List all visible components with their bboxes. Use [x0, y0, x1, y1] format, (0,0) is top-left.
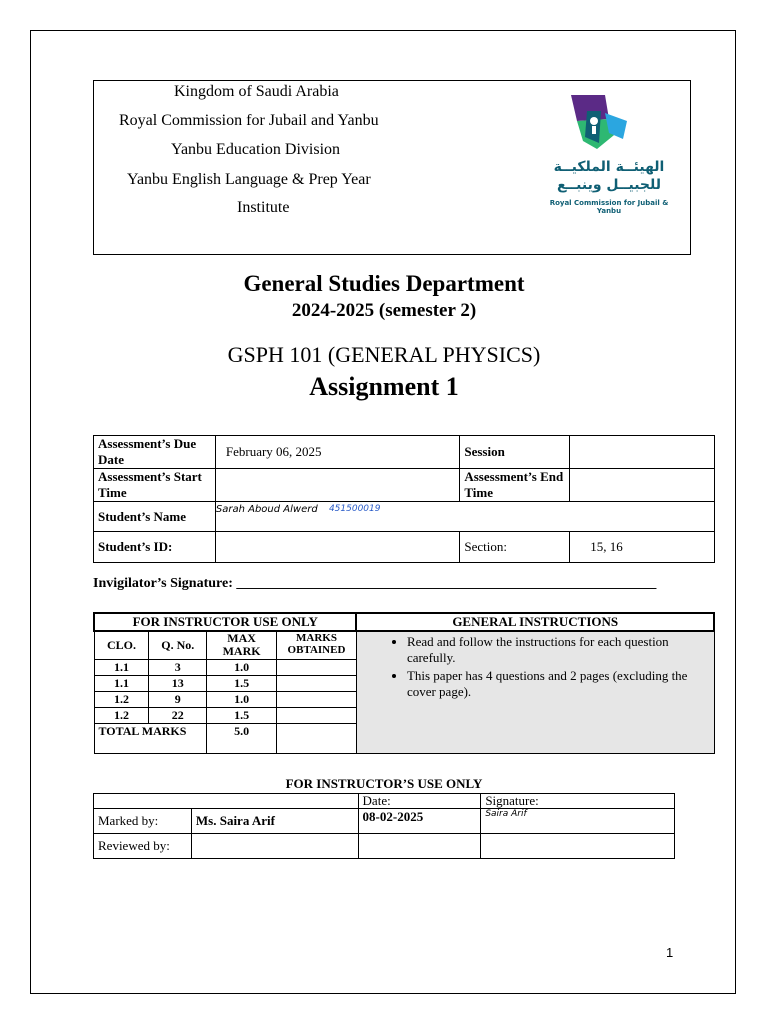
row-obtained [277, 675, 357, 691]
start-time-label: Assessment’s Start Time [94, 469, 216, 502]
row-max-mark: 1.0 [207, 691, 277, 707]
review-signature-label: Signature: [481, 794, 675, 809]
marked-by-name: Ms. Saira Arif [191, 809, 358, 834]
student-id-label: Student’s ID: [94, 532, 216, 563]
header-clo: CLO. [94, 631, 149, 659]
assessment-info-table [93, 435, 715, 563]
instructor-use-table [93, 612, 715, 754]
due-date-value: February 06, 2025 [215, 436, 459, 469]
row-clo: 1.2 [94, 691, 149, 707]
instruction-item: • Read and follow the instructions for each question carefully. [407, 634, 706, 666]
department-title: General Studies Department [243, 271, 525, 296]
student-id-handwritten: 451500019 [328, 504, 381, 514]
row-question: 22 [149, 707, 207, 723]
logo-emblem-icon [539, 91, 679, 161]
instructor-use-title: FOR INSTRUCTOR USE ONLY [94, 613, 356, 631]
review-table [93, 793, 675, 859]
semester-title: 2024-2025 (semester 2) [291, 300, 477, 321]
end-time-value [570, 469, 715, 502]
student-name-handwritten: Sarah Aboud Alwerd [215, 504, 318, 515]
header-line-kingdom: Kingdom of Saudi Arabia [174, 83, 339, 100]
total-marks-obtained [277, 723, 357, 753]
row-clo: 1.1 [94, 659, 149, 675]
reviewed-signature [481, 834, 675, 859]
assignment-title: Assignment 1 [309, 372, 459, 401]
royal-commission-logo [539, 91, 679, 216]
session-label: Session [460, 436, 570, 469]
marked-by-label: Marked by: [94, 809, 192, 834]
general-instructions-title: GENERAL INSTRUCTIONS [356, 613, 714, 631]
header-line-institute-2: Institute [237, 199, 290, 216]
row-question: 3 [149, 659, 207, 675]
total-marks-value: 5.0 [207, 723, 277, 753]
row-max-mark: 1.5 [207, 675, 277, 691]
reviewed-date [358, 834, 481, 859]
logo-arabic-line-2: للجبيــل وينبــع [557, 177, 661, 193]
review-blank [94, 794, 359, 809]
student-name-cell [215, 502, 714, 532]
due-date-label: Assessment’s Due Date [94, 436, 216, 469]
marked-signature: Saira Arif [481, 809, 675, 834]
header-max-mark: MAX MARK [207, 631, 277, 659]
row-question: 9 [149, 691, 207, 707]
section-value: 15, 16 [570, 532, 715, 563]
reviewed-by-name [191, 834, 358, 859]
start-time-value [215, 469, 459, 502]
logo-arabic-line-1: الهيئــة الملكيــة [553, 159, 665, 175]
header-box [93, 80, 691, 255]
general-instructions-cell [356, 631, 714, 753]
marked-date: 08-02-2025 [358, 809, 481, 834]
section-label: Section: [460, 532, 570, 563]
header-line-institute: Yanbu English Language & Prep Year [127, 171, 371, 188]
row-clo: 1.2 [94, 707, 149, 723]
row-obtained [277, 707, 357, 723]
header-line-division: Yanbu Education Division [171, 141, 341, 158]
session-value [570, 436, 715, 469]
instructions-list [383, 634, 706, 700]
header-question-no: Q. No. [149, 631, 207, 659]
student-name-label: Student’s Name [94, 502, 216, 532]
row-clo: 1.1 [94, 675, 149, 691]
reviewed-by-label: Reviewed by: [94, 834, 192, 859]
header-marks-obtained: MARKS OBTAINED [277, 631, 357, 659]
row-max-mark: 1.0 [207, 659, 277, 675]
row-question: 13 [149, 675, 207, 691]
row-obtained [277, 659, 357, 675]
review-title: FOR INSTRUCTOR’S USE ONLY [285, 776, 483, 791]
invigilator-signature-line: Invigilator’s Signature: ____________________________________________________________ [93, 576, 657, 591]
page-number: 1 [666, 945, 674, 960]
row-obtained [277, 691, 357, 707]
review-date-label: Date: [358, 794, 481, 809]
end-time-label: Assessment’s End Time [460, 469, 570, 502]
student-id-value [215, 532, 459, 563]
row-max-mark: 1.5 [207, 707, 277, 723]
course-title: GSPH 101 (GENERAL PHYSICS) [227, 342, 541, 367]
total-marks-label: TOTAL MARKS [94, 723, 207, 753]
instruction-item: • This paper has 4 questions and 2 pages (excluding the cover page). [407, 668, 706, 700]
logo-english: Royal Commission for Jubail & Yanbu [549, 199, 669, 215]
header-line-commission: Royal Commission for Jubail and Yanbu [119, 112, 379, 129]
